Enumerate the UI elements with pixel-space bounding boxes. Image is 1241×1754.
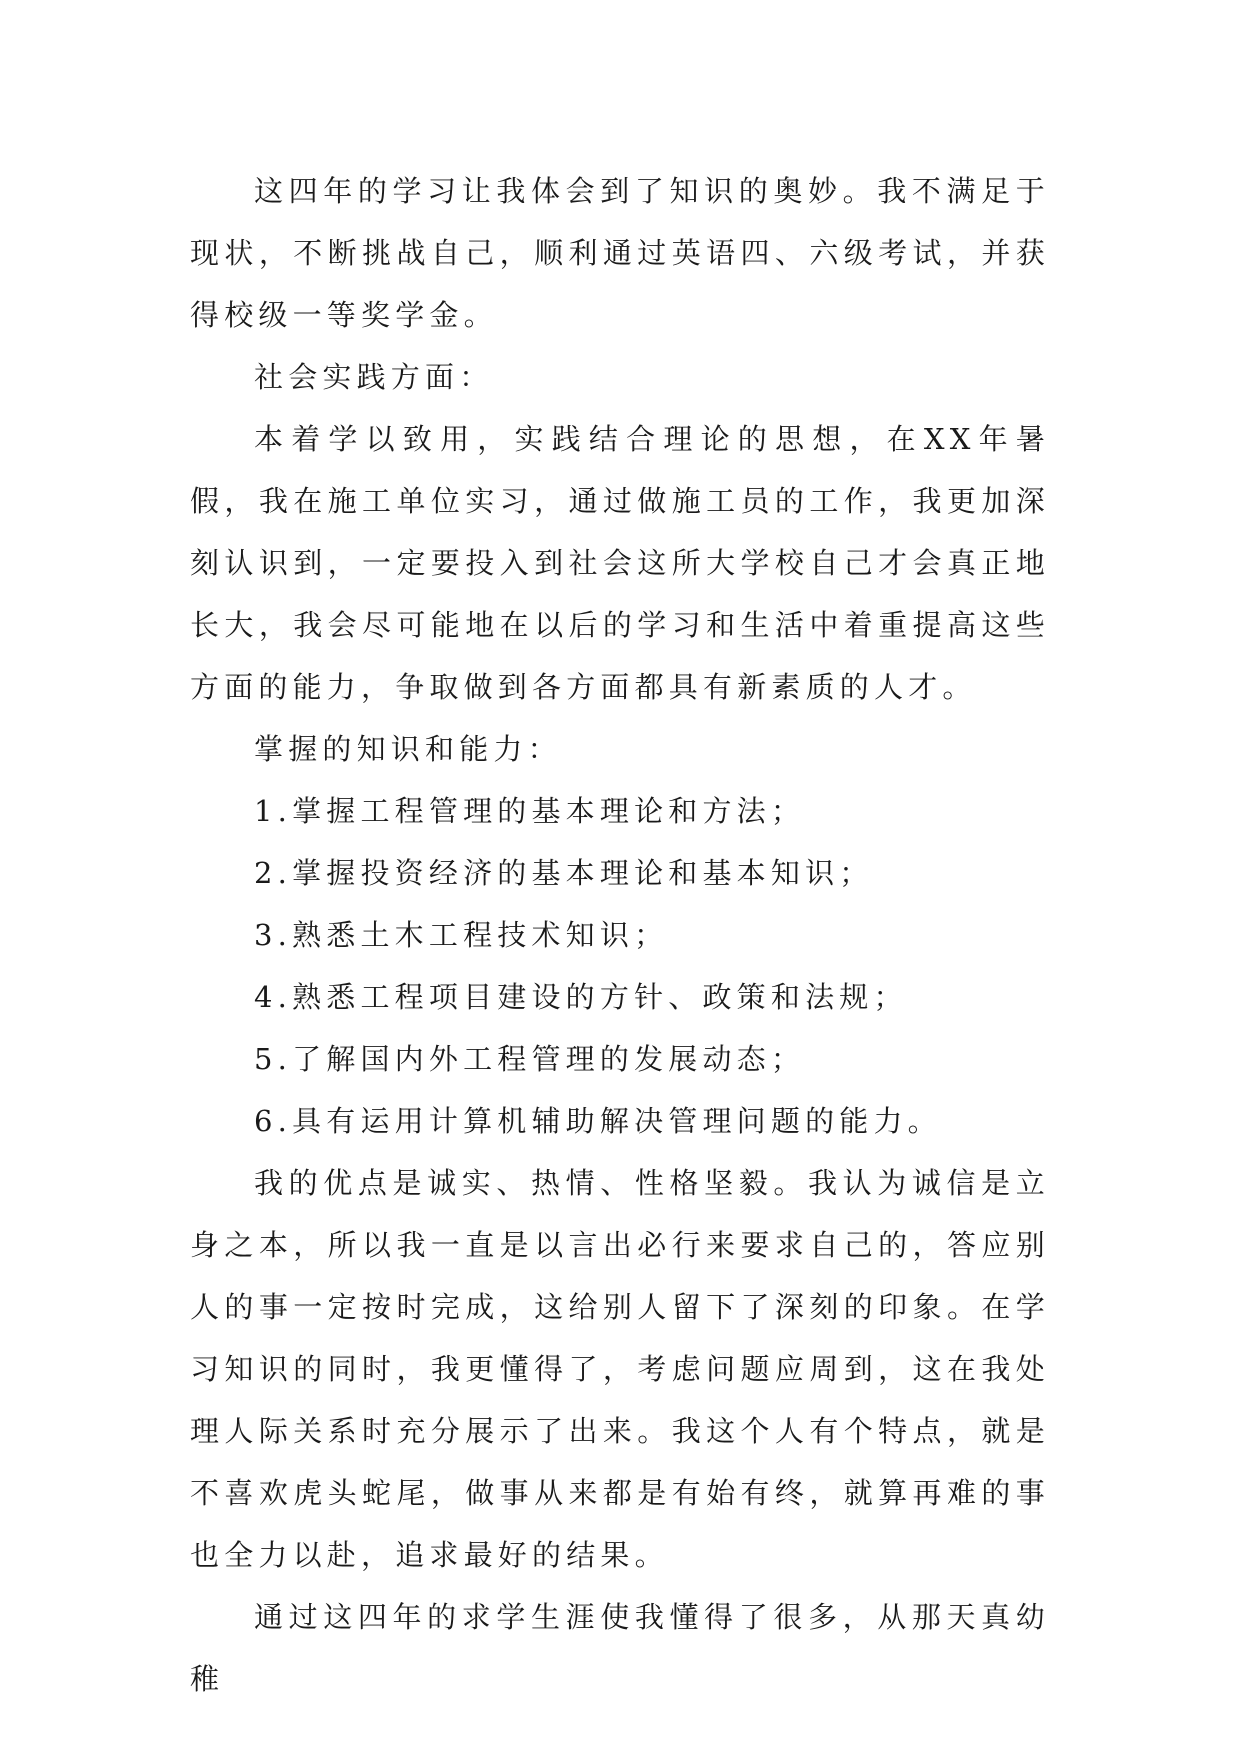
paragraph-strengths: 我的优点是诚实、热情、性格坚毅。我认为诚信是立身之本，所以我一直是以言出必行来要求自己的，答应别人的事一定按时完成，这给别人留下了深刻的印象。在学习知识的同时，我更懂得了，考虑问题应周到，这在我处理人际关系时充分展示了出来。我这个人有个特点，就是不喜欢虎头蛇尾，做事从来都是有始有终，就算再难的事也全力以赴，追求最好的结果。 [190, 1166, 1050, 1572]
document-body [190, 160, 1050, 1710]
heading-social-practice: 社会实践方面： [254, 360, 494, 394]
paragraph-internship: 本着学以致用，实践结合理论的思想，在XX年暑假，我在施工单位实习，通过做施工员的工作，我更加深刻认识到，一定要投入到社会这所大学校自己才会真正地长大，我会尽可能地在以后的学习和生活中着重提高这些方面的能力，争取做到各方面都具有新素质的人才。 [190, 422, 1050, 704]
paragraph-conclusion-start: 通过这四年的求学生涯使我懂得了很多，从那天真幼稚 [190, 1600, 1050, 1696]
list-item-5: 5.了解国内外工程管理的发展动态； [254, 1042, 806, 1076]
list-item-1: 1.掌握工程管理的基本理论和方法； [254, 794, 806, 828]
list-item-6: 6.具有运用计算机辅助解决管理问题的能力。 [254, 1104, 942, 1138]
list-item-4: 4.熟悉工程项目建设的方针、政策和法规； [254, 980, 908, 1014]
list-item-3: 3.熟悉土木工程技术知识； [254, 918, 669, 952]
list-item-2: 2.掌握投资经济的基本理论和基本知识； [254, 856, 874, 890]
paragraph-study-summary: 这四年的学习让我体会到了知识的奥妙。我不满足于现状，不断挑战自己，顺利通过英语四、六级考试，并获得校级一等奖学金。 [190, 174, 1050, 332]
heading-knowledge-skills: 掌握的知识和能力： [254, 732, 562, 766]
